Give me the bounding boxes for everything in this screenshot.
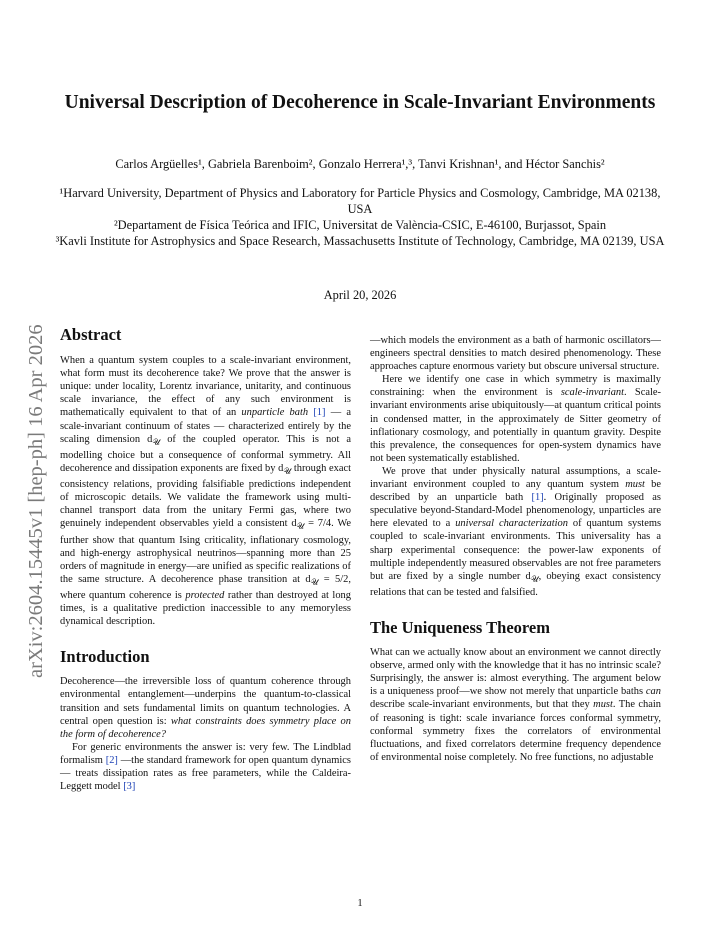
paper-title: Universal Description of Decoherence in Scale-Invariant Environments [64, 92, 656, 113]
affiliations [50, 185, 670, 249]
intro-paragraph-2-cont: —which models the environment as a bath of harmonic oscillators— engineers spectral densities to match desired phenomenology. These approaches capture enormous variety but obscure universal structure. [370, 335, 661, 373]
citation-link[interactable]: [1] [313, 407, 326, 419]
citation-link[interactable]: [3] [123, 781, 136, 793]
citation-link[interactable]: [2] [105, 754, 118, 766]
abstract-text: When a quantum system couples to a scale-invariant environment, what form must its decoherence take? We prove that the answer is unique: under locality, Lorentz invariance, unitarity, and continuous scale invariance, the effect of any such environment is mathematically equivalent to that of an unparticle bath [1] — a scale-invariant continuum of states — characterized entirely by the scaling dimension $d_𝒰$ of the coupled operator. This is not a modelling choice but a consequence of conformal symmetry. All decoherence and dissipation exponents are fixed by $d_𝒰$ through exact consistency relations, providing falsifiable predictions independent of microscopic details. We validate the framework using multi-channel transport data from the unitary Fermi gas, where two genuinely independent observables yield a consistent $d_𝒰 = 7/4$. We further show that quantum Ising criticality, inflationary cosmology, and high-energy astrophysical neutrinos—spanning more than 25 orders of magnitude in energy—are unified as specific realizations of the same structure. A decoherence phase transition at $d_𝒰 = 5/2$, where quantum coherence is protected rather than destroyed at long times, is a qualitative prediction inaccessible to any memoryless dynamical description. [60, 355, 352, 628]
affiliation-1: ¹Harvard University, Department of Physics and Laboratory for Particle Physics and Cosmology, Cambridge, MA 02138, USA [59, 186, 661, 216]
introduction-heading: Introduction [60, 647, 150, 667]
citation-link[interactable]: [1] [531, 492, 544, 504]
intro-paragraph-4: We prove that under physically natural assumptions, a scale-invariant environment coupled to any quantum system must be described by an unparticle bath [1]. Originally proposed as speculative beyond-Standard-Model phenomenology, unparticles are here elevated to a universal characterization of quantum systems coupled to scale-invariant environments. This universality has a sharp experimental consequence: the power-law exponents of multiple independently measured observables are not free parameters but are fixed by a single number $d_𝒰$, obeying exact consistency relations that can be tested and falsified. [370, 465, 662, 598]
affiliation-2: ²Departament de Física Teórica and IFIC, Universitat de València-CSIC, E-46100, Burjassot, Spain [113, 218, 607, 232]
author-list: Carlos Argüelles¹, Gabriela Barenboim², Gonzalo Herrera¹,³, Tanvi Krishnan¹, and Héctor Sanchis² [115, 157, 605, 171]
abstract-heading: Abstract [60, 325, 122, 344]
arxiv-stamp [20, 250, 50, 680]
affiliation-3: ³Kavli Institute for Astrophysics and Space Research, Massachusetts Institute of Technology, Cambridge, MA 02139, USA [55, 234, 665, 248]
intro-paragraph-1: Decoherence—the irreversible loss of quantum coherence through environmental entanglement—underpins the quantum-to-classical transition and sets fundamental limits on quantum technologies. A central open question is: what constraints does symmetry place on the form of decoherence? [60, 676, 351, 740]
right-column [370, 334, 661, 764]
left-column [60, 325, 352, 793]
intro-paragraph-2: For generic environments the answer is: very few. The Lindblad formalism [2] —the standard framework for open quantum dynamics— treats dissipation rates as free parameters, while the Caldeira-Leggett model [3] [60, 741, 351, 793]
uniqueness-heading: The Uniqueness Theorem [370, 617, 551, 637]
page-number: 1 [357, 898, 363, 909]
arxiv-stamp-text: arXiv:2604.15445v1 [hep-ph] 16 Apr 2026 [25, 324, 47, 678]
uniqueness-paragraph-1: What can we actually know about an environment we cannot directly observe, armed only with the knowledge that it has no intrinsic scale? Surprisingly, the answer is: almost everything. The argument below is a uniqueness proof—we show not merely that unparticle baths can describe scale-invariant environments, but that they must. The chain of reasoning is tight: scale invariance forces conformal symmetry, conformal symmetry fixes the correlators of environmental fluctuations, and fixed correlators determine frequency dependence of environmental noise completely. No free functions, no adjustable [370, 647, 662, 763]
paper-date: April 20, 2026 [323, 288, 397, 302]
intro-paragraph-3: Here we identify one case in which symmetry is maximally constraining: when the environment is scale-invariant. Scale-invariant environments arise ubiquitously—at quantum critical points in condensed matter, in the approximately de Sitter geometry of inflationary cosmology, and potentially in quantum gravity. Despite this prevalence, the consequences for open-system dynamics have not been systematically established. [370, 374, 661, 464]
